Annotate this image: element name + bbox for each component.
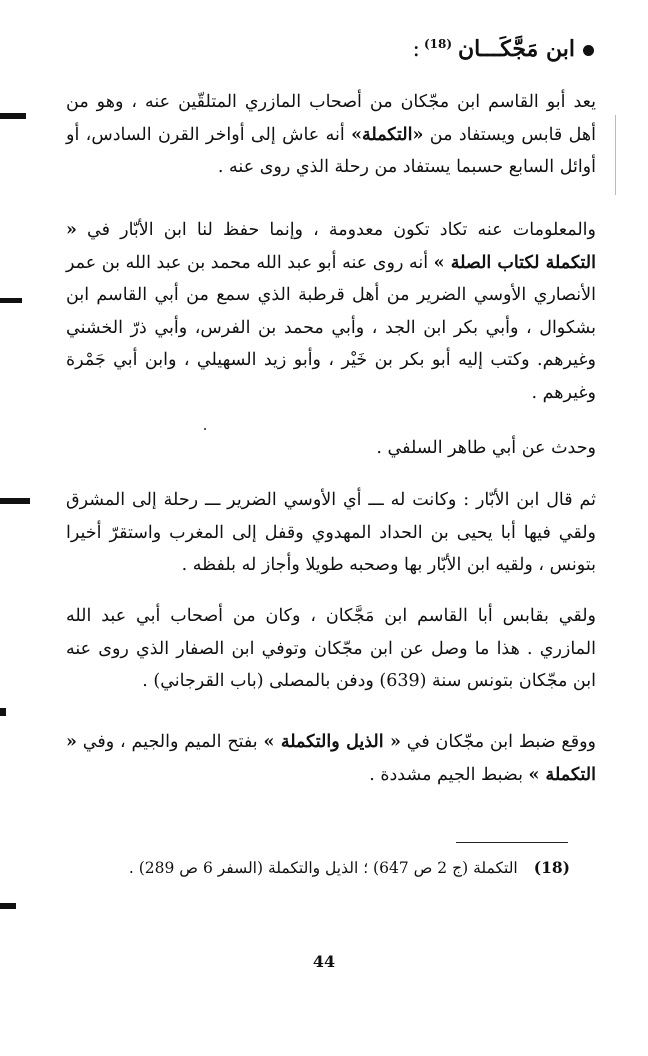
paragraph xyxy=(66,86,596,184)
book-title: « التكملة » xyxy=(66,732,596,785)
paragraph-text: بفتح الميم والجيم ، وفي xyxy=(76,732,264,752)
paragraph-text: وحدث عن أبي طاهر السلفي . xyxy=(376,438,596,458)
paragraph-text: بضبط الجيم مشددة . xyxy=(369,764,529,785)
footnote-separator xyxy=(456,842,568,843)
paragraph-text: ثم قال ابن الأبّار : وكانت له ـــ أي الأوسي الضرير ـــ رحلة إلى المشرق ولقي فيها أبا يحيى بن الحداد المهدوي وقفل إلى المغرب واستقرّ أخيرا بتونس ، ولقيه ابن الأبّار بها وصحبه طويلا وأجاز له بلفظه . xyxy=(66,490,596,576)
footnote-reference: (18) xyxy=(423,36,453,51)
section-heading xyxy=(413,36,594,62)
book-title: «التكملة» xyxy=(351,124,424,145)
heading-colon: : xyxy=(412,37,420,62)
margin-line xyxy=(615,115,616,195)
scan-mark xyxy=(0,903,16,909)
paragraph xyxy=(66,432,596,465)
paragraph-text: ووقع ضبط ابن مجّكان في xyxy=(400,732,597,752)
paragraph xyxy=(66,484,596,582)
paragraph xyxy=(66,726,596,791)
paragraph-text: يعد أبو القاسم ابن مجّكان من أصحاب المازري المتلقّين عنه ، وهو من أهل قابس ويستفاد من xyxy=(66,92,596,145)
page-number: 44 xyxy=(312,952,336,971)
paragraph-text: ولقي بقابس أبا القاسم ابن مَجَّكان ، وكان من أصحاب أبي عبد الله المازري . هذا ما وصل عن ابن مجّكان وتوفي ابن الصفار الذي روى عنه ابن مجّكان بتونس سنة (639) ودفن بالمصلى (باب القرجاني) . xyxy=(66,606,596,692)
paragraph xyxy=(66,214,596,410)
paragraph-text: أنه عاش إلى أواخر القرن السادس، أو أوائل السابع حسبما يستفاد من رحلة الذي روى عنه . xyxy=(66,124,596,178)
scan-speck xyxy=(204,428,206,430)
paragraph xyxy=(66,600,596,698)
scan-mark xyxy=(0,113,26,119)
paragraph-text: والمعلومات عنه تكاد تكون معدومة ، وإنما حفظ لنا ابن الأبّار في xyxy=(76,220,596,240)
scan-mark xyxy=(0,498,30,504)
footnote xyxy=(129,858,570,877)
book-title: « التكملة لكتاب الصلة » xyxy=(66,220,596,273)
scan-mark xyxy=(0,708,6,716)
bullet-icon xyxy=(583,45,594,56)
heading-title: ابن مَجَّكَـــان xyxy=(458,36,575,62)
footnote-text: التكملة (ج 2 ص 647) ؛ الذيل والتكملة (السفر 6 ص 289) . xyxy=(128,859,518,877)
scan-mark xyxy=(0,298,22,303)
footnote-number: (18) xyxy=(533,858,570,877)
paragraph-text: أنه روى عنه أبو عبد الله محمد بن عبد الله بن عمر الأنصاري الأوسي الضرير من أهل قرطبة الذي سمع من أبي القاسم ابن بشكوال ، وأبي بكر ابن الجد ، وأبي محمد بن الفرس، وأبي ذرّ الخشني وغيرهم. وكتب إليه أبو بكر بن خَيْر ، وأبو زيد السهيلي ، وابن أبي جَمْرة وغيرهم . xyxy=(66,252,596,403)
book-title: « الذيل والتكملة » xyxy=(263,732,401,752)
